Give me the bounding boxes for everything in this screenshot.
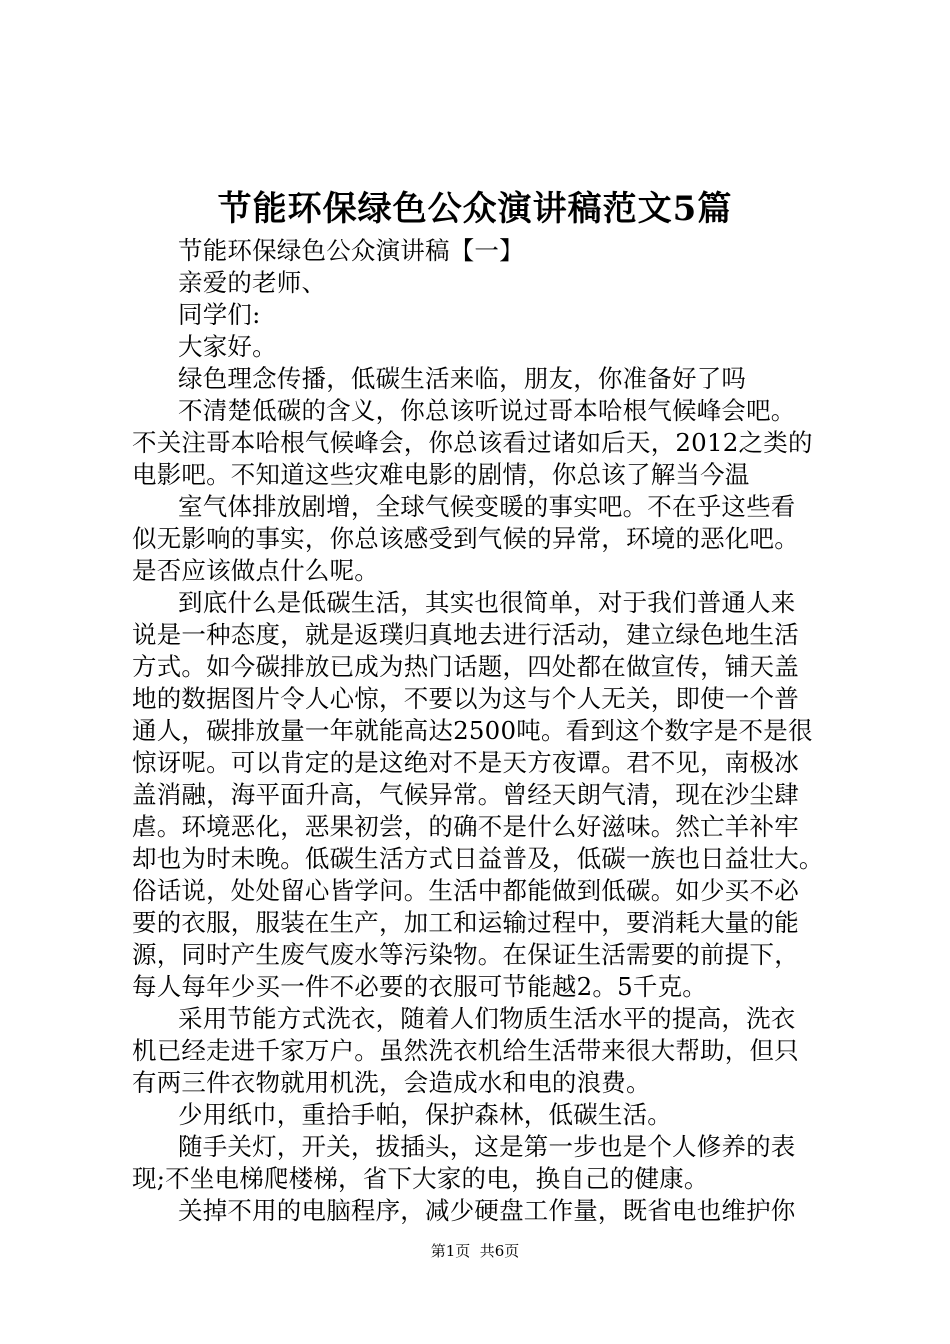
paragraph-line: 有两三件衣物就用机洗，会造成水和电的浪费。 <box>132 1068 651 1097</box>
paragraph-line: 不关注哥本哈根气候峰会，你总该看过诸如后天，2012之类的 <box>132 428 813 457</box>
paragraph-line: 大家好。 <box>178 332 277 361</box>
paragraph-line: 节能环保绿色公众演讲稿【一】 <box>178 236 524 265</box>
paragraph-line: 通人，碳排放量一年就能高达2500吨。看到这个数字是不是很 <box>132 716 813 745</box>
paragraph-line: 绿色理念传播，低碳生活来临，朋友，你准备好了吗 <box>178 364 747 393</box>
document-body <box>132 235 842 1227</box>
paragraph-line: 电影吧。不知道这些灾难电影的剧情，你总该了解当今温 <box>132 460 750 489</box>
paragraph-line: 俗话说，处处留心皆学问。生活中都能做到低碳。如少买不必 <box>132 876 799 905</box>
paragraph-line: 是否应该做点什么呢。 <box>132 556 379 585</box>
page-footer: 第1页 共6页 <box>430 1242 520 1260</box>
document-title: 节能环保绿色公众演讲稿范文5篇 <box>217 189 733 229</box>
paragraph-line: 亲爱的老师、 <box>178 268 327 297</box>
paragraph-line: 要的衣服，服装在生产，加工和运输过程中，要消耗大量的能 <box>132 908 799 937</box>
paragraph-line: 方式。如今碳排放已成为热门话题，四处都在做宣传，铺天盖 <box>132 652 799 681</box>
paragraph-line: 源，同时产生废气废水等污染物。在保证生活需要的前提下， <box>132 940 799 969</box>
paragraph-line: 机已经走进千家万户。虽然洗衣机给生活带来很大帮助，但只 <box>132 1036 799 1065</box>
paragraph-line: 虐。环境恶化，恶果初尝，的确不是什么好滋味。然亡羊补牢 <box>132 812 799 841</box>
paragraph-line: 似无影响的事实，你总该感受到气候的异常，环境的恶化吧。 <box>132 524 799 553</box>
paragraph-line: 每人每年少买一件不必要的衣服可节能越2。5千克。 <box>132 972 707 1001</box>
paragraph-line: 室气体排放剧增，全球气候变暖的事实吧。不在乎这些看 <box>178 492 796 521</box>
paragraph-line: 惊讶呢。可以肯定的是这绝对不是天方夜谭。君不见，南极冰 <box>132 748 799 777</box>
paragraph-line: 却也为时未晚。低碳生活方式日益普及，低碳一族也日益壮大。 <box>132 844 824 873</box>
paragraph-line: 现;不坐电梯爬楼梯，省下大家的电，换自己的健康。 <box>132 1164 709 1193</box>
paragraph-line: 同学们: <box>178 300 261 329</box>
paragraph-line: 关掉不用的电脑程序，减少硬盘工作量，既省电也维护你 <box>178 1196 796 1225</box>
paragraph-line: 采用节能方式洗衣，随着人们物质生活水平的提高，洗衣 <box>178 1004 796 1033</box>
paragraph-line: 到底什么是低碳生活，其实也很简单，对于我们普通人来 <box>178 588 796 617</box>
paragraph-line: 说是一种态度，就是返璞归真地去进行活动，建立绿色地生活 <box>132 620 799 649</box>
paragraph-line: 地的数据图片令人心惊，不要以为这与个人无关，即使一个普 <box>132 684 799 713</box>
paragraph-line: 不清楚低碳的含义，你总该听说过哥本哈根气候峰会吧。 <box>178 396 796 425</box>
paragraph-line: 随手关灯，开关，拔插头，这是第一步也是个人修养的表 <box>178 1132 796 1161</box>
paragraph-line: 盖消融，海平面升高，气候异常。曾经天朗气清，现在沙尘肆 <box>132 780 799 809</box>
paragraph-line: 少用纸巾，重拾手帕，保护森林，低碳生活。 <box>178 1100 672 1129</box>
